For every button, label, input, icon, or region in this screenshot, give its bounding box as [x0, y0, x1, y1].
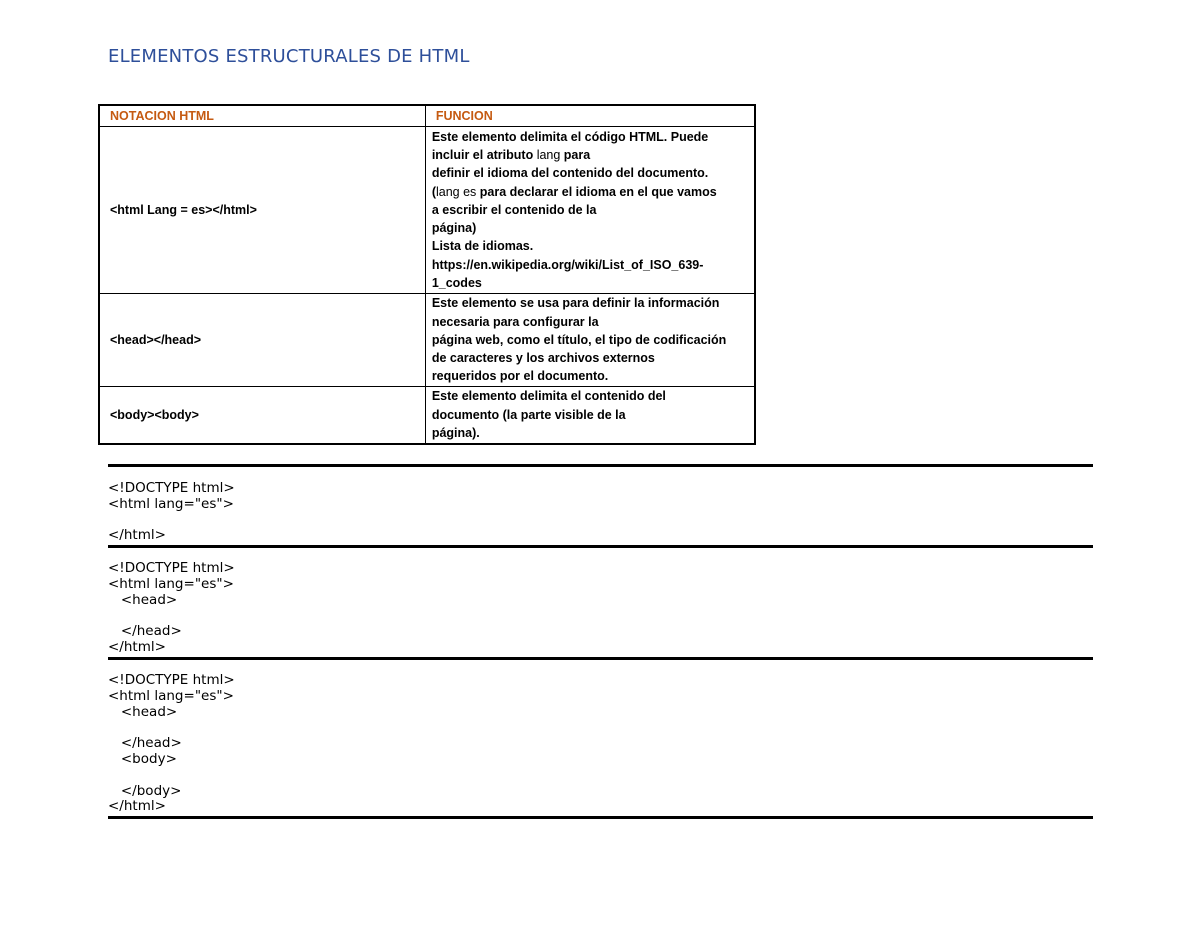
table-row: [99, 127, 755, 294]
table-header-row: [99, 105, 755, 127]
code-block-body: <!DOCTYPE html> <html lang="es"> <head> </head> <body> </body> </html>: [108, 672, 235, 815]
html-elements-table: [98, 104, 756, 445]
function-text: para declarar el idioma en el que vamos a escribir el contenido de la página) Lista de idiomas. https://en.wikipedia.org/wiki/List_of_ISO_639- 1_codes: [431, 184, 717, 290]
function-text: para definir el idioma del contenido del documento. (: [431, 148, 709, 199]
function-cell: Este elemento se usa para definir la información necesaria para configurar la página web, como el título, el tipo de codificación de caracteres y los archivos externos requeridos por el documento.: [425, 294, 755, 387]
lang-attribute-text: lang: [536, 148, 561, 163]
notation-cell: <html Lang = es></html>: [99, 127, 425, 294]
function-text: Este elemento delimita el código HTML. Puede incluir el atributo: [431, 130, 709, 163]
header-notation: NOTACION HTML: [99, 105, 425, 127]
code-block-html: <!DOCTYPE html> <html lang="es"> </html>: [108, 480, 235, 544]
divider: [108, 464, 1093, 467]
function-cell: Este elemento delimita el contenido del documento (la parte visible de la página).: [425, 387, 755, 444]
code-block-head: <!DOCTYPE html> <html lang="es"> <head> </head> </html>: [108, 560, 235, 655]
table-row: [99, 387, 755, 444]
function-cell: [425, 127, 755, 294]
notation-cell: <body><body>: [99, 387, 425, 444]
divider: [108, 657, 1093, 660]
page-title: ELEMENTOS ESTRUCTURALES DE HTML: [108, 46, 470, 67]
divider: [108, 816, 1093, 819]
header-function: FUNCION: [425, 105, 755, 127]
table-row: [99, 294, 755, 387]
lang-es-text: lang es: [435, 184, 477, 199]
divider: [108, 545, 1093, 548]
notation-cell: <head></head>: [99, 294, 425, 387]
